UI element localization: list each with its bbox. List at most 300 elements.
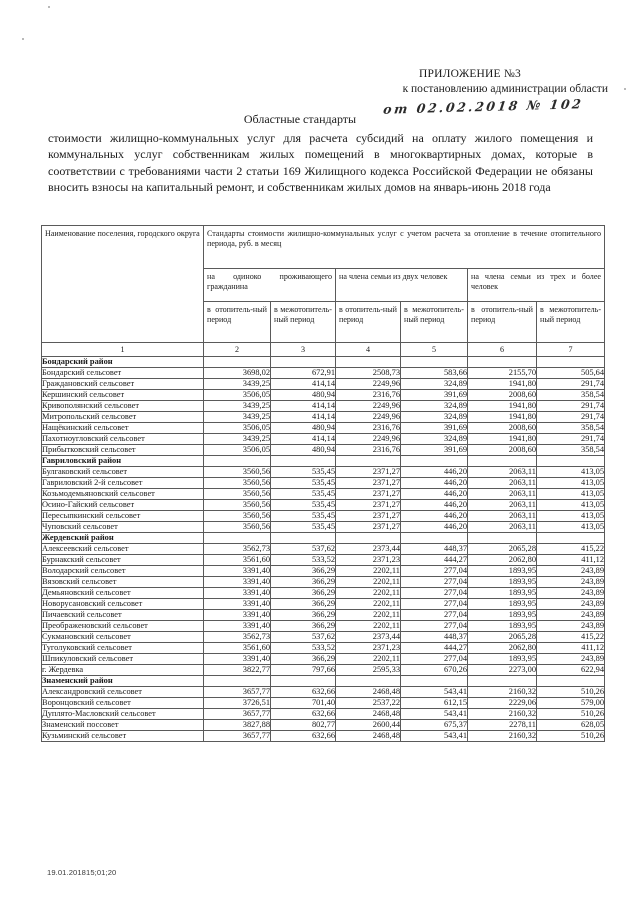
cell-value: 444,27: [401, 642, 468, 653]
cell-value: [401, 675, 468, 686]
settlement-name: Новорусановский сельсовет: [42, 598, 204, 609]
table-head: [42, 226, 605, 357]
cell-value: 446,20: [401, 477, 468, 488]
cell-value: [401, 532, 468, 543]
column-number-2: 2: [204, 343, 271, 357]
cell-value: 358,54: [537, 389, 605, 400]
cell-value: 2371,27: [336, 521, 401, 532]
header-sub-nonheating-2: в межотопитель-ный период: [401, 302, 468, 343]
cell-value: 2468,48: [336, 686, 401, 697]
table-row: [42, 422, 605, 433]
settlement-name: Александровский сельсовет: [42, 686, 204, 697]
cell-value: 444,27: [401, 554, 468, 565]
cell-value: 2062,80: [468, 554, 537, 565]
cell-value: 2371,23: [336, 642, 401, 653]
cell-value: 1893,95: [468, 587, 537, 598]
cell-value: 535,45: [271, 466, 336, 477]
cell-value: 622,94: [537, 664, 605, 675]
table-row: [42, 631, 605, 642]
settlement-name: Вязовский сельсовет: [42, 576, 204, 587]
cell-value: 3506,05: [204, 389, 271, 400]
cell-value: 3822,77: [204, 664, 271, 675]
table-row: [42, 367, 605, 378]
settlement-name: Преображеновский сельсовет: [42, 620, 204, 631]
cell-value: 243,89: [537, 565, 605, 576]
table-body: [42, 356, 605, 741]
cell-value: [271, 675, 336, 686]
cell-value: 243,89: [537, 598, 605, 609]
cell-value: 415,22: [537, 631, 605, 642]
cell-value: 2063,11: [468, 477, 537, 488]
cell-value: 535,45: [271, 521, 336, 532]
cell-value: 3561,60: [204, 642, 271, 653]
cell-value: 3560,56: [204, 510, 271, 521]
cell-value: 3657,77: [204, 730, 271, 741]
cell-value: 2155,70: [468, 367, 537, 378]
table-row: [42, 598, 605, 609]
cell-value: 324,89: [401, 411, 468, 422]
cell-value: 277,04: [401, 598, 468, 609]
cell-value: 672,91: [271, 367, 336, 378]
handwritten-date: от 02.02.2018 № 102: [382, 96, 585, 117]
column-number-6: 6: [468, 343, 537, 357]
cell-value: [336, 455, 401, 466]
cell-value: 2202,11: [336, 587, 401, 598]
district-row: [42, 356, 605, 367]
table-row: [42, 477, 605, 488]
cell-value: 2371,27: [336, 466, 401, 477]
table-row: [42, 433, 605, 444]
cell-value: 480,94: [271, 444, 336, 455]
settlement-name: Сукмановский сельсовет: [42, 631, 204, 642]
cell-value: [537, 356, 605, 367]
cell-value: 2316,76: [336, 422, 401, 433]
settlement-name: Шпикуловский сельсовет: [42, 653, 204, 664]
settlement-name: Прибытковский сельсовет: [42, 444, 204, 455]
cell-value: 411,12: [537, 642, 605, 653]
table-row: [42, 466, 605, 477]
cell-value: 291,74: [537, 411, 605, 422]
cell-value: 415,22: [537, 543, 605, 554]
table-row: [42, 719, 605, 730]
column-number-4: 4: [336, 343, 401, 357]
table-row: [42, 653, 605, 664]
cell-value: 414,14: [271, 411, 336, 422]
settlement-name: Пахотноугловский сельсовет: [42, 433, 204, 444]
table-row: [42, 576, 605, 587]
table-row: [42, 620, 605, 631]
cell-value: 2063,11: [468, 488, 537, 499]
cell-value: 446,20: [401, 510, 468, 521]
column-number-7: 7: [537, 343, 605, 357]
settlement-name: Пересыпкинский сельсовет: [42, 510, 204, 521]
cell-value: 413,05: [537, 499, 605, 510]
cell-value: 277,04: [401, 609, 468, 620]
cell-value: 670,26: [401, 664, 468, 675]
cell-value: 3391,40: [204, 609, 271, 620]
cell-value: [204, 356, 271, 367]
cell-value: 413,05: [537, 466, 605, 477]
cell-value: 2273,00: [468, 664, 537, 675]
district-name: Жердевский район: [42, 532, 204, 543]
table-row: [42, 730, 605, 741]
cell-value: 1893,95: [468, 653, 537, 664]
cell-value: 3506,05: [204, 444, 271, 455]
table-row: [42, 664, 605, 675]
cell-value: 535,45: [271, 499, 336, 510]
cell-value: 505,64: [537, 367, 605, 378]
appendix-title: ПРИЛОЖЕНИЕ №3: [419, 68, 521, 80]
settlement-name: Пичаевский сельсовет: [42, 609, 204, 620]
cell-value: 2249,96: [336, 433, 401, 444]
standards-table: [41, 225, 605, 742]
cell-value: 3391,40: [204, 576, 271, 587]
header-col-name: Наименование поселения, городского округа: [42, 226, 204, 343]
cell-value: 1893,95: [468, 576, 537, 587]
cell-value: 2202,11: [336, 620, 401, 631]
cell-value: 675,37: [401, 719, 468, 730]
header-sub-heating-2: в отопитель-ный период: [336, 302, 401, 343]
cell-value: 3562,73: [204, 543, 271, 554]
cell-value: 2371,23: [336, 554, 401, 565]
cell-value: 366,29: [271, 609, 336, 620]
cell-value: 2065,28: [468, 543, 537, 554]
cell-value: 583,66: [401, 367, 468, 378]
cell-value: 446,20: [401, 466, 468, 477]
district-name: Гавриловский район: [42, 455, 204, 466]
cell-value: 2008,60: [468, 444, 537, 455]
table-row: [42, 554, 605, 565]
table-row: [42, 565, 605, 576]
settlement-name: Кузьминский сельсовет: [42, 730, 204, 741]
cell-value: 391,69: [401, 422, 468, 433]
table-row: [42, 488, 605, 499]
table-row: [42, 389, 605, 400]
settlement-name: Чуповский сельсовет: [42, 521, 204, 532]
cell-value: 2249,96: [336, 400, 401, 411]
scan-timestamp-stamp: 19.01.201815;01;20: [47, 868, 117, 877]
settlement-name: Володарский сельсовет: [42, 565, 204, 576]
cell-value: 2160,32: [468, 686, 537, 697]
settlement-name: Бурнакский сельсовет: [42, 554, 204, 565]
table-row: [42, 411, 605, 422]
cell-value: 2373,44: [336, 543, 401, 554]
cell-value: 533,52: [271, 642, 336, 653]
cell-value: 3439,25: [204, 378, 271, 389]
cell-value: 510,26: [537, 730, 605, 741]
district-row: [42, 675, 605, 686]
cell-value: 1893,95: [468, 609, 537, 620]
cell-value: 2063,11: [468, 466, 537, 477]
cell-value: 2160,32: [468, 730, 537, 741]
cell-value: 2063,11: [468, 510, 537, 521]
cell-value: 3698,02: [204, 367, 271, 378]
cell-value: [401, 455, 468, 466]
settlement-name: Дуплято-Масловский сельсовет: [42, 708, 204, 719]
cell-value: 411,12: [537, 554, 605, 565]
cell-value: 1893,95: [468, 565, 537, 576]
cell-value: 291,74: [537, 433, 605, 444]
cell-value: 628,05: [537, 719, 605, 730]
cell-value: [537, 532, 605, 543]
settlement-name: Кривополянский сельсовет: [42, 400, 204, 411]
cell-value: 2249,96: [336, 411, 401, 422]
cell-value: 701,40: [271, 697, 336, 708]
settlement-name: Знаменский поссовет: [42, 719, 204, 730]
cell-value: 243,89: [537, 576, 605, 587]
cell-value: 2508,73: [336, 367, 401, 378]
header-sub-heating-1: в отопитель-ный период: [204, 302, 271, 343]
cell-value: 533,52: [271, 554, 336, 565]
cell-value: [468, 356, 537, 367]
cell-value: 3560,56: [204, 499, 271, 510]
cell-value: 358,54: [537, 422, 605, 433]
header-group-three: на члена семьи из трех и более человек: [468, 269, 605, 302]
table-row: [42, 609, 605, 620]
cell-value: [401, 356, 468, 367]
settlement-name: Воронцовский сельсовет: [42, 697, 204, 708]
cell-value: 1941,80: [468, 378, 537, 389]
table-row: [42, 543, 605, 554]
settlement-name: Осино-Гайский сельсовет: [42, 499, 204, 510]
column-number-3: 3: [271, 343, 336, 357]
settlement-name: Митропольский сельсовет: [42, 411, 204, 422]
cell-value: [468, 675, 537, 686]
cell-value: 632,66: [271, 730, 336, 741]
cell-value: 480,94: [271, 422, 336, 433]
cell-value: [204, 532, 271, 543]
cell-value: 2063,11: [468, 521, 537, 532]
scan-speck: [48, 6, 50, 8]
cell-value: 3560,56: [204, 477, 271, 488]
cell-value: 3506,05: [204, 422, 271, 433]
cell-value: 2595,33: [336, 664, 401, 675]
settlement-name: Демьяновский сельсовет: [42, 587, 204, 598]
header-standards-title: Стандарты стоимости жилищно-коммунальных услуг с учетом расчета за отопление в течение отопительного периода, руб. в месяц: [204, 226, 605, 269]
cell-value: 414,14: [271, 433, 336, 444]
cell-value: 414,14: [271, 378, 336, 389]
settlement-name: г. Жердевка: [42, 664, 204, 675]
cell-value: [271, 356, 336, 367]
standards-table-wrap: [41, 225, 604, 742]
header-sub-nonheating-3: в межотопитель-ный период: [537, 302, 605, 343]
cell-value: [537, 455, 605, 466]
settlement-name: Туголуковский сельсовет: [42, 642, 204, 653]
cell-value: 413,05: [537, 477, 605, 488]
cell-value: 291,74: [537, 378, 605, 389]
column-number-5: 5: [401, 343, 468, 357]
cell-value: 3560,56: [204, 466, 271, 477]
cell-value: 510,26: [537, 686, 605, 697]
district-name: Бондарский район: [42, 356, 204, 367]
table-row: [42, 444, 605, 455]
settlement-name: Козьмодемьяновский сельсовет: [42, 488, 204, 499]
cell-value: 2202,11: [336, 576, 401, 587]
cell-value: 2202,11: [336, 653, 401, 664]
cell-value: 277,04: [401, 620, 468, 631]
cell-value: 324,89: [401, 378, 468, 389]
cell-value: 1893,95: [468, 598, 537, 609]
cell-value: 535,45: [271, 510, 336, 521]
cell-value: 3560,56: [204, 488, 271, 499]
district-row: [42, 455, 605, 466]
cell-value: [468, 532, 537, 543]
cell-value: 391,69: [401, 389, 468, 400]
cell-value: 2371,27: [336, 477, 401, 488]
district-row: [42, 532, 605, 543]
cell-value: 243,89: [537, 653, 605, 664]
cell-value: 632,66: [271, 708, 336, 719]
column-number-row: [42, 343, 605, 357]
cell-value: 3726,51: [204, 697, 271, 708]
cell-value: 632,66: [271, 686, 336, 697]
cell-value: [468, 455, 537, 466]
cell-value: 3562,73: [204, 631, 271, 642]
cell-value: 446,20: [401, 521, 468, 532]
document-intro-paragraph: стоимости жилищно-коммунальных услуг для расчета субсидий на оплату жилого помещения и коммунальных услуг собственникам жилых помещений в многоквартирных домах, которые в соответствии с требованиями части 2 статьи 169 Жилищного кодекса Российской Федерации не обязаны вносить взносы на капитальный ремонт, и собственникам жилых домов на январь-июнь 2018 года: [48, 131, 593, 194]
cell-value: 291,74: [537, 400, 605, 411]
cell-value: 446,20: [401, 488, 468, 499]
cell-value: 2008,60: [468, 422, 537, 433]
cell-value: 2202,11: [336, 598, 401, 609]
settlement-name: Нащёкинский сельсовет: [42, 422, 204, 433]
settlement-name: Бондарский сельсовет: [42, 367, 204, 378]
cell-value: [204, 675, 271, 686]
settlement-name: Кершинский сельсовет: [42, 389, 204, 400]
cell-value: 3657,77: [204, 686, 271, 697]
cell-value: 366,29: [271, 653, 336, 664]
cell-value: 277,04: [401, 653, 468, 664]
cell-value: 1941,80: [468, 400, 537, 411]
header-group-two: на члена семьи из двух человек: [336, 269, 468, 302]
cell-value: 414,14: [271, 400, 336, 411]
table-row: [42, 697, 605, 708]
cell-value: 543,41: [401, 730, 468, 741]
cell-value: 2371,27: [336, 488, 401, 499]
cell-value: [336, 675, 401, 686]
table-row: [42, 686, 605, 697]
cell-value: 535,45: [271, 477, 336, 488]
cell-value: 543,41: [401, 686, 468, 697]
cell-value: 324,89: [401, 433, 468, 444]
table-row: [42, 642, 605, 653]
cell-value: [336, 532, 401, 543]
cell-value: 413,05: [537, 510, 605, 521]
cell-value: 2316,76: [336, 389, 401, 400]
cell-value: 366,29: [271, 565, 336, 576]
table-row: [42, 400, 605, 411]
table-row: [42, 521, 605, 532]
cell-value: [271, 455, 336, 466]
scan-speck: [624, 88, 626, 90]
header-group-single: на одиноко проживающего гражданина: [204, 269, 336, 302]
cell-value: 510,26: [537, 708, 605, 719]
cell-value: 413,05: [537, 521, 605, 532]
cell-value: 448,37: [401, 543, 468, 554]
column-number-1: 1: [42, 343, 204, 357]
cell-value: 3827,88: [204, 719, 271, 730]
settlement-name: Булгаковский сельсовет: [42, 466, 204, 477]
cell-value: 2278,11: [468, 719, 537, 730]
cell-value: [537, 675, 605, 686]
settlement-name: Граждановский сельсовет: [42, 378, 204, 389]
cell-value: 3439,25: [204, 411, 271, 422]
cell-value: 579,00: [537, 697, 605, 708]
header-sub-heating-3: в отопитель-ный период: [468, 302, 537, 343]
cell-value: 612,15: [401, 697, 468, 708]
cell-value: 543,41: [401, 708, 468, 719]
cell-value: 2316,76: [336, 444, 401, 455]
cell-value: 277,04: [401, 587, 468, 598]
cell-value: [204, 455, 271, 466]
cell-value: 2065,28: [468, 631, 537, 642]
appendix-subtitle: к постановлению администрации области: [402, 83, 608, 95]
cell-value: 277,04: [401, 565, 468, 576]
header-row-top: [42, 226, 605, 269]
cell-value: 3439,25: [204, 433, 271, 444]
cell-value: 366,29: [271, 576, 336, 587]
cell-value: 2249,96: [336, 378, 401, 389]
cell-value: 2063,11: [468, 499, 537, 510]
cell-value: 2600,44: [336, 719, 401, 730]
cell-value: 2537,22: [336, 697, 401, 708]
cell-value: 2373,44: [336, 631, 401, 642]
cell-value: 324,89: [401, 400, 468, 411]
cell-value: 2468,48: [336, 730, 401, 741]
cell-value: 243,89: [537, 609, 605, 620]
cell-value: 2202,11: [336, 609, 401, 620]
cell-value: 2008,60: [468, 389, 537, 400]
table-row: [42, 510, 605, 521]
cell-value: 797,66: [271, 664, 336, 675]
cell-value: 3561,60: [204, 554, 271, 565]
cell-value: 3657,77: [204, 708, 271, 719]
cell-value: 391,69: [401, 444, 468, 455]
cell-value: 3391,40: [204, 598, 271, 609]
cell-value: 3560,56: [204, 521, 271, 532]
table-row: [42, 708, 605, 719]
cell-value: 3391,40: [204, 620, 271, 631]
cell-value: [271, 532, 336, 543]
table-row: [42, 587, 605, 598]
cell-value: 3391,40: [204, 587, 271, 598]
cell-value: 2160,32: [468, 708, 537, 719]
cell-value: 3439,25: [204, 400, 271, 411]
settlement-name: Гавриловский 2-й сельсовет: [42, 477, 204, 488]
cell-value: 366,29: [271, 620, 336, 631]
table-row: [42, 499, 605, 510]
cell-value: 2229,06: [468, 697, 537, 708]
cell-value: 3391,40: [204, 565, 271, 576]
appendix-header: [330, 68, 610, 117]
cell-value: 2468,48: [336, 708, 401, 719]
page-title: Областные стандарты: [243, 112, 357, 126]
table-row: [42, 378, 605, 389]
cell-value: 2371,27: [336, 499, 401, 510]
cell-value: 413,05: [537, 488, 605, 499]
settlement-name: Алексеевский сельсовет: [42, 543, 204, 554]
cell-value: 2202,11: [336, 565, 401, 576]
cell-value: 366,29: [271, 587, 336, 598]
cell-value: 277,04: [401, 576, 468, 587]
cell-value: 802,77: [271, 719, 336, 730]
header-sub-nonheating-1: в межотопитель-ный период: [271, 302, 336, 343]
cell-value: 1941,80: [468, 433, 537, 444]
cell-value: 358,54: [537, 444, 605, 455]
cell-value: 1893,95: [468, 620, 537, 631]
cell-value: [336, 356, 401, 367]
cell-value: 1941,80: [468, 411, 537, 422]
